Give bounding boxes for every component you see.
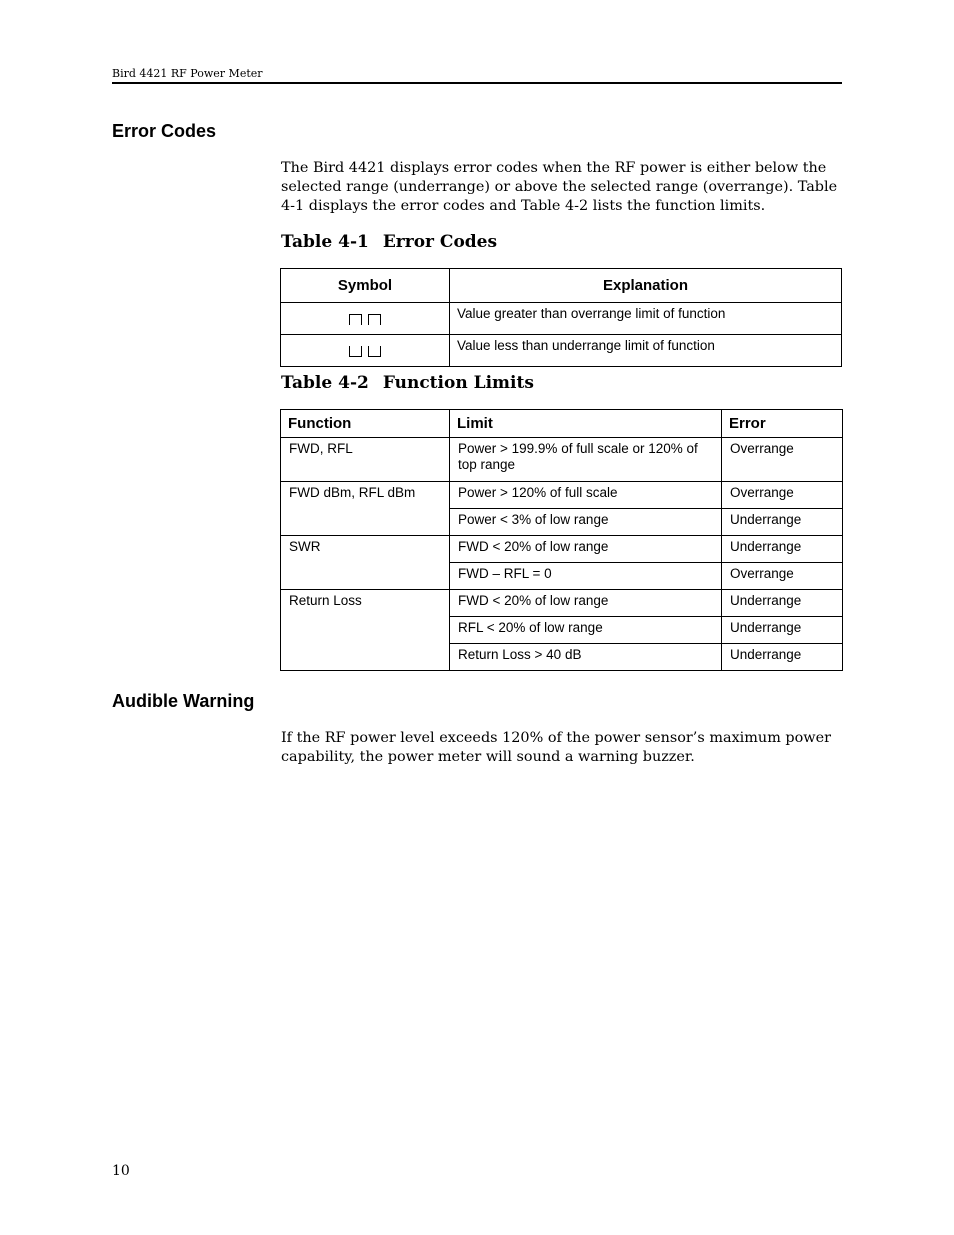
table-row xyxy=(281,536,843,563)
overrange-symbol-icon xyxy=(368,314,381,325)
function-cell: FWD dBm, RFL dBm xyxy=(281,482,450,536)
table-number: Table 4-1 xyxy=(281,232,369,252)
function-cell: FWD, RFL xyxy=(281,438,450,482)
error-cell: Overrange xyxy=(722,563,843,590)
table-4-2-title xyxy=(281,373,534,393)
error-codes-table xyxy=(280,268,842,367)
table-4-1-title xyxy=(281,232,497,252)
limit-cell: Power < 3% of low range xyxy=(450,509,722,536)
function-cell: SWR xyxy=(281,536,450,590)
explanation-cell: Value greater than overrange limit of function xyxy=(450,303,842,335)
error-cell: Overrange xyxy=(722,482,843,509)
column-header-symbol: Symbol xyxy=(281,269,450,303)
limit-cell: FWD < 20% of low range xyxy=(450,590,722,617)
section-heading-audible-warning: Audible Warning xyxy=(112,691,255,711)
overrange-symbol-icon xyxy=(349,314,362,325)
table-header-row xyxy=(281,269,842,303)
error-cell: Overrange xyxy=(722,438,843,482)
table-number: Table 4-2 xyxy=(281,373,369,393)
column-header-function: Function xyxy=(281,410,450,438)
table-header-row xyxy=(281,410,843,438)
header-rule xyxy=(112,82,842,84)
table-row xyxy=(281,482,843,509)
error-cell: Underrange xyxy=(722,536,843,563)
table-title-text: Error Codes xyxy=(382,232,498,252)
column-header-explanation: Explanation xyxy=(450,269,842,303)
table-title-text: Function Limits xyxy=(382,373,534,393)
limit-cell: Power > 199.9% of full scale or 120% of top range xyxy=(450,438,722,482)
limit-cell: RFL < 20% of low range xyxy=(450,617,722,644)
table-row xyxy=(281,303,842,335)
audible-warning-paragraph: If the RF power level exceeds 120% of the power sensor’s maximum power capability, the power meter will sound a warning buzzer. xyxy=(281,730,832,765)
underrange-symbol-icon xyxy=(349,346,362,357)
underrange-symbol-icon xyxy=(368,346,381,357)
column-header-limit: Limit xyxy=(450,410,722,438)
symbol-cell xyxy=(281,303,450,335)
error-cell: Underrange xyxy=(722,617,843,644)
function-limits-table xyxy=(280,409,843,671)
column-header-error: Error xyxy=(722,410,843,438)
limit-cell: FWD – RFL = 0 xyxy=(450,563,722,590)
limit-cell: FWD < 20% of low range xyxy=(450,536,722,563)
section-heading-error-codes: Error Codes xyxy=(112,121,217,141)
symbol-cell xyxy=(281,335,450,367)
page-number: 10 xyxy=(112,1163,130,1179)
error-codes-paragraph: The Bird 4421 displays error codes when the RF power is either below the selected range (underrange) or above the selected range (overrange). Table 4-1 displays the error codes and Table 4-2 lists the function limits. xyxy=(281,160,838,214)
running-header: Bird 4421 RF Power Meter xyxy=(112,67,263,80)
explanation-cell: Value less than underrange limit of function xyxy=(450,335,842,367)
limit-cell: Return Loss > 40 dB xyxy=(450,644,722,671)
error-cell: Underrange xyxy=(722,509,843,536)
table-row xyxy=(281,335,842,367)
limit-cell: Power > 120% of full scale xyxy=(450,482,722,509)
error-cell: Underrange xyxy=(722,590,843,617)
function-cell: Return Loss xyxy=(281,590,450,671)
error-cell: Underrange xyxy=(722,644,843,671)
table-row xyxy=(281,438,843,482)
table-row xyxy=(281,590,843,617)
